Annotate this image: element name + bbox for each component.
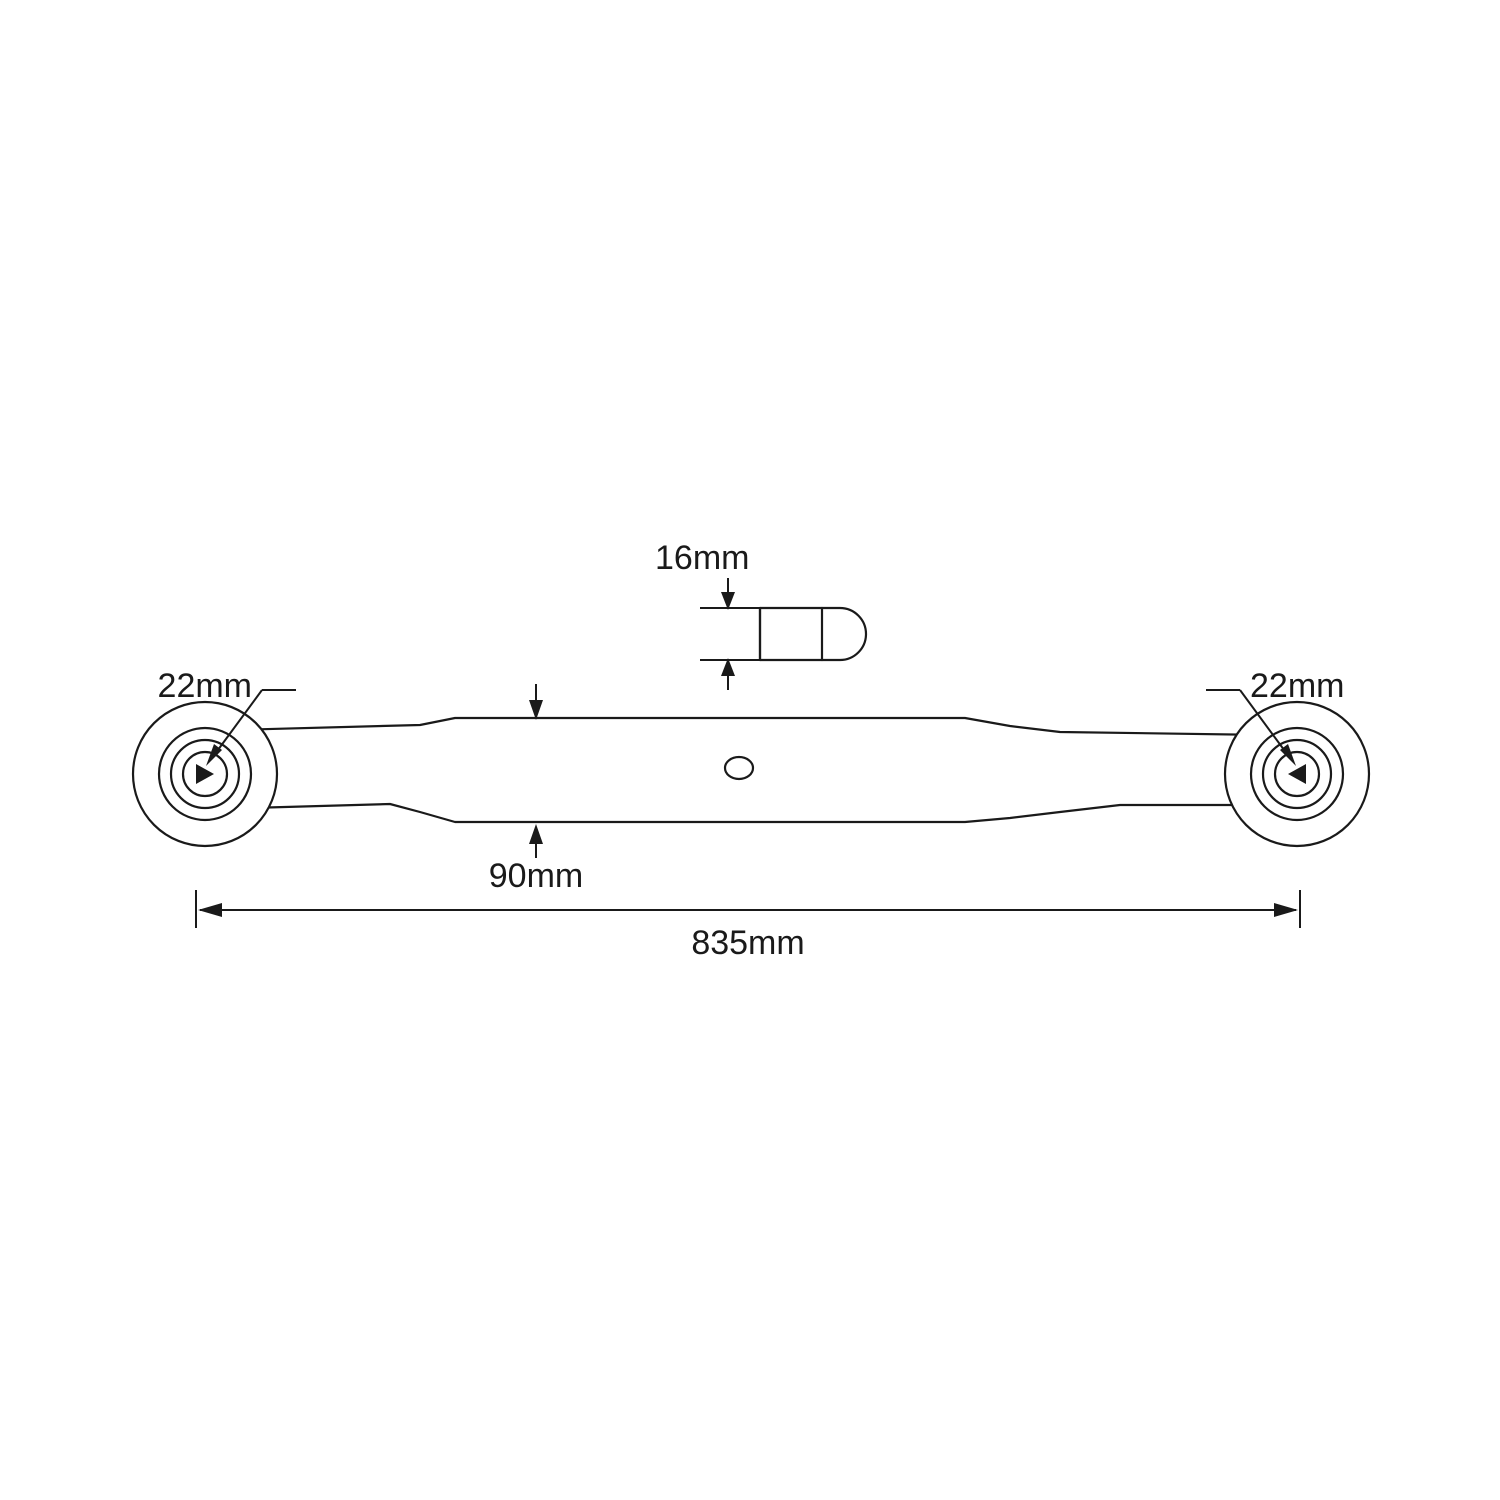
thickness-label: 16mm (655, 538, 750, 577)
link-arm-body (133, 702, 1369, 846)
width-label: 90mm (488, 856, 584, 895)
length-arrow-right (1274, 903, 1298, 917)
section-outline (760, 608, 866, 660)
width-arrow-bottom (529, 824, 543, 844)
right-ball-joint (1225, 702, 1369, 846)
centre-hole (725, 757, 753, 779)
thickness-section-view (760, 608, 866, 660)
ball-right-label: 22mm (1250, 666, 1345, 705)
length-arrow-left (198, 903, 222, 917)
length-label: 835mm (691, 923, 805, 962)
dimension-length (196, 890, 1300, 962)
ball-left-label: 22mm (157, 666, 252, 705)
left-ball-joint (133, 702, 277, 846)
